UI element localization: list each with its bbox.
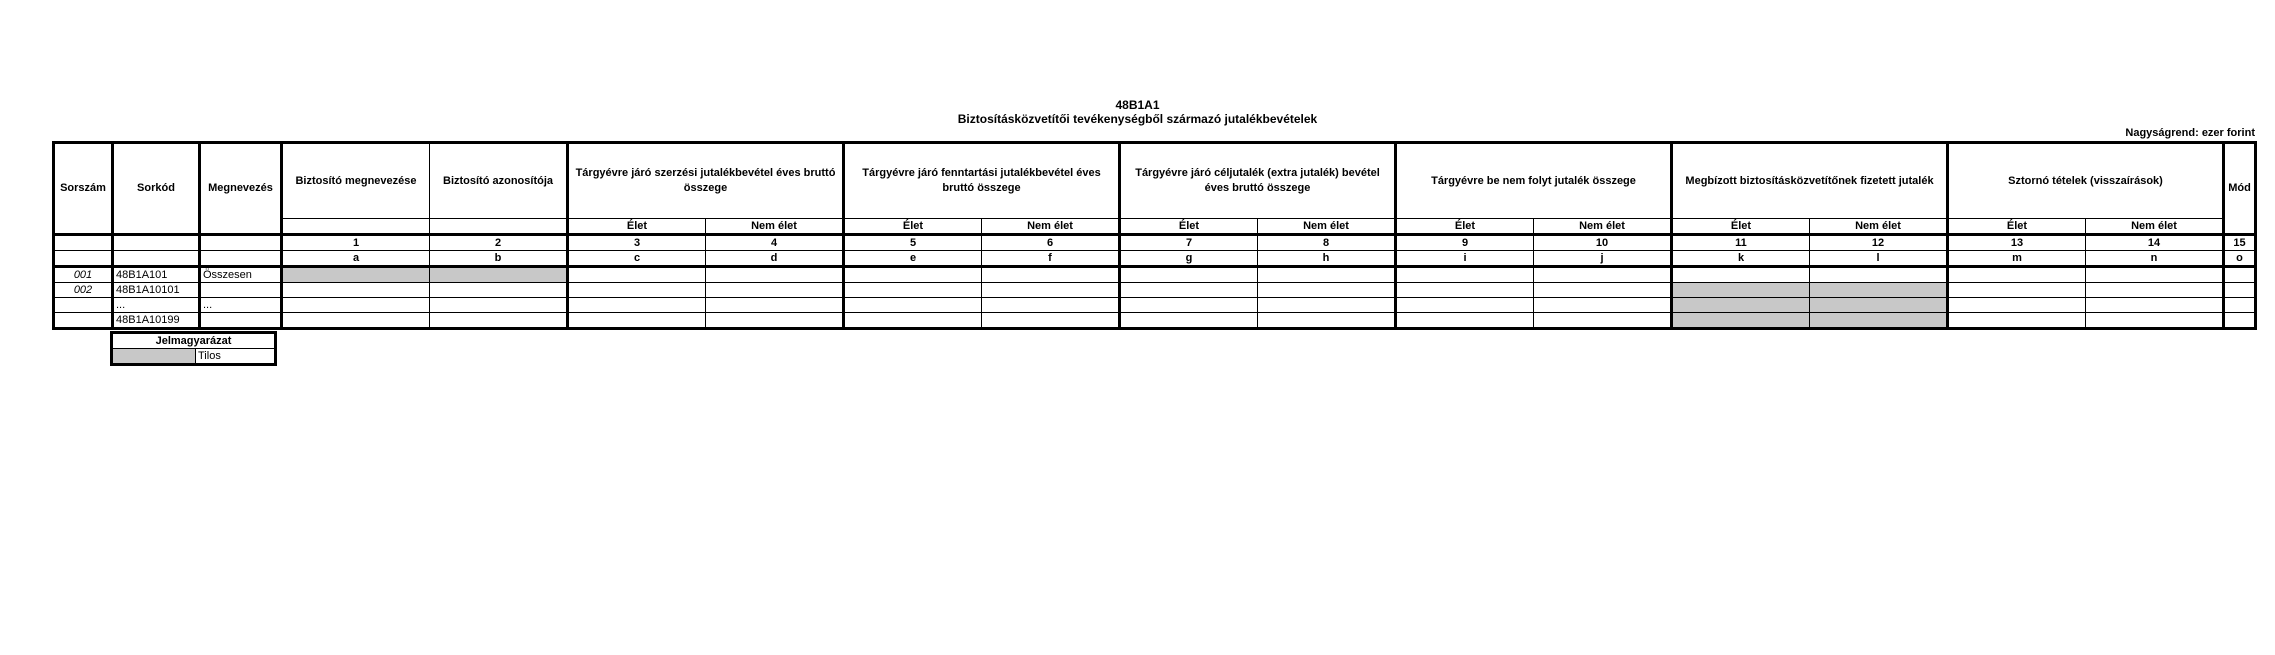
form-code: 48B1A1 <box>1115 98 1160 112</box>
sub-elet: Élet <box>1120 219 1258 235</box>
col-group-fenntartasi: Tárgyévre járó fenntartási jutalékbevétel éves bruttó összege <box>844 143 1120 219</box>
table-row <box>54 298 2256 313</box>
data-cell[interactable] <box>430 313 568 329</box>
col-letter: n <box>2086 251 2224 267</box>
data-cell[interactable] <box>706 267 844 283</box>
data-cell[interactable] <box>282 298 430 313</box>
data-cell[interactable] <box>982 267 1120 283</box>
row-sorszam <box>54 298 113 313</box>
col-number: 13 <box>1948 235 2086 251</box>
legend-swatch <box>112 349 196 365</box>
col-group-sztorno: Sztornó tételek (visszaírások) <box>1948 143 2224 219</box>
sub-elet: Élet <box>844 219 982 235</box>
col-letter: f <box>982 251 1120 267</box>
data-cell[interactable] <box>982 313 1120 329</box>
col-letter: g <box>1120 251 1258 267</box>
data-cell[interactable] <box>844 267 982 283</box>
col-number: 12 <box>1810 235 1948 251</box>
col-letter: a <box>282 251 430 267</box>
col-letter: h <box>1258 251 1396 267</box>
cell-disabled <box>1672 313 1810 329</box>
row-sorszam: 001 <box>54 267 113 283</box>
data-cell[interactable] <box>2224 298 2256 313</box>
col-mod: Mód <box>2224 143 2256 235</box>
data-cell[interactable] <box>1258 298 1396 313</box>
data-cell[interactable] <box>1672 267 1810 283</box>
col-group-be-nem-folyt: Tárgyévre be nem folyt jutalék összege <box>1396 143 1672 219</box>
data-cell[interactable] <box>1534 298 1672 313</box>
col-number: 6 <box>982 235 1120 251</box>
data-cell[interactable] <box>430 283 568 298</box>
col-letter: k <box>1672 251 1810 267</box>
data-cell[interactable] <box>1258 313 1396 329</box>
col-biztosito-megnevezese: Biztosító megnevezése <box>282 143 430 219</box>
col-sorkod: Sorkód <box>113 143 200 235</box>
data-cell[interactable] <box>982 298 1120 313</box>
data-cell[interactable] <box>430 298 568 313</box>
col-number: 4 <box>706 235 844 251</box>
col-number: 7 <box>1120 235 1258 251</box>
col-biztosito-azonositoja: Biztosító azonosítója <box>430 143 568 219</box>
legend-label: Tilos <box>196 349 276 365</box>
table-row <box>54 283 2256 298</box>
data-cell[interactable] <box>2086 313 2224 329</box>
row-megnevezes[interactable] <box>200 313 282 329</box>
col-group-celjutalek: Tárgyévre járó céljutalék (extra jutalék) bevétel éves bruttó összege <box>1120 143 1396 219</box>
data-cell[interactable] <box>1396 283 1534 298</box>
data-cell[interactable] <box>1396 313 1534 329</box>
data-cell[interactable] <box>1258 283 1396 298</box>
col-letter: b <box>430 251 568 267</box>
num-empty <box>113 235 200 251</box>
data-cell[interactable] <box>1258 267 1396 283</box>
data-cell[interactable] <box>1120 313 1258 329</box>
data-cell[interactable] <box>706 313 844 329</box>
row-megnevezes: ... <box>200 298 282 313</box>
row-megnevezes: Összesen <box>200 267 282 283</box>
legend-table <box>110 331 277 366</box>
col-letter: i <box>1396 251 1534 267</box>
row-sorkod: 48B1A10199 <box>113 313 200 329</box>
sub-elet: Élet <box>1672 219 1810 235</box>
data-cell[interactable] <box>1120 298 1258 313</box>
col-number: 10 <box>1534 235 1672 251</box>
data-cell[interactable] <box>2086 298 2224 313</box>
data-cell[interactable] <box>1534 267 1672 283</box>
unit-label: Nagyságrend: ezer forint <box>2125 127 2255 139</box>
data-cell[interactable] <box>1810 267 1948 283</box>
data-cell[interactable] <box>844 298 982 313</box>
letter-empty <box>113 251 200 267</box>
data-cell[interactable] <box>706 283 844 298</box>
letter-empty <box>54 251 113 267</box>
data-cell[interactable] <box>2086 267 2224 283</box>
sub-empty <box>430 219 568 235</box>
main-table <box>52 141 2257 330</box>
data-cell[interactable] <box>706 298 844 313</box>
col-group-megbizott: Megbízott biztosításközvetítőnek fizetett jutalék <box>1672 143 1948 219</box>
col-number: 1 <box>282 235 430 251</box>
legend-title: Jelmagyarázat <box>112 333 276 349</box>
num-empty <box>54 235 113 251</box>
data-cell[interactable] <box>844 283 982 298</box>
sub-empty <box>282 219 430 235</box>
data-cell[interactable] <box>1120 283 1258 298</box>
sub-elet: Élet <box>568 219 706 235</box>
data-cell[interactable] <box>1534 283 1672 298</box>
data-cell[interactable] <box>282 283 430 298</box>
row-sorkod: ... <box>113 298 200 313</box>
data-cell[interactable] <box>568 313 706 329</box>
data-cell[interactable] <box>1120 267 1258 283</box>
cell-disabled <box>430 267 568 283</box>
cell-disabled <box>1810 283 1948 298</box>
sub-elet: Élet <box>1396 219 1534 235</box>
col-number: 8 <box>1258 235 1396 251</box>
sub-nem-elet: Nem élet <box>1810 219 1948 235</box>
col-letter: d <box>706 251 844 267</box>
data-cell[interactable] <box>1948 267 2086 283</box>
letter-empty <box>200 251 282 267</box>
row-sorkod: 48B1A101 <box>113 267 200 283</box>
row-sorszam: 002 <box>54 283 113 298</box>
cell-disabled <box>1810 298 1948 313</box>
col-letter: o <box>2224 251 2256 267</box>
sub-nem-elet: Nem élet <box>2086 219 2224 235</box>
cell-disabled <box>1672 283 1810 298</box>
data-cell[interactable] <box>1948 298 2086 313</box>
data-cell[interactable] <box>282 313 430 329</box>
col-letter: e <box>844 251 982 267</box>
data-cell[interactable] <box>2086 283 2224 298</box>
data-cell[interactable] <box>2224 267 2256 283</box>
col-group-szerzesi: Tárgyévre járó szerzési jutalékbevétel éves bruttó összege <box>568 143 844 219</box>
data-cell[interactable] <box>1396 267 1534 283</box>
col-megnevezes: Megnevezés <box>200 143 282 235</box>
sub-nem-elet: Nem élet <box>1534 219 1672 235</box>
col-number: 9 <box>1396 235 1534 251</box>
table-row <box>54 267 2256 283</box>
data-cell[interactable] <box>1948 313 2086 329</box>
col-number: 15 <box>2224 235 2256 251</box>
data-cell[interactable] <box>1948 283 2086 298</box>
data-cell[interactable] <box>568 283 706 298</box>
row-sorkod: 48B1A10101 <box>113 283 200 298</box>
sub-nem-elet: Nem élet <box>1258 219 1396 235</box>
col-letter: l <box>1810 251 1948 267</box>
col-number: 11 <box>1672 235 1810 251</box>
data-cell[interactable] <box>2224 283 2256 298</box>
col-number: 14 <box>2086 235 2224 251</box>
cell-disabled <box>1672 298 1810 313</box>
form-title: Biztosításközvetítői tevékenységből származó jutalékbevételek <box>957 112 1318 126</box>
table-row <box>54 313 2256 329</box>
sub-nem-elet: Nem élet <box>706 219 844 235</box>
num-empty <box>200 235 282 251</box>
row-sorszam <box>54 313 113 329</box>
data-cell[interactable] <box>982 283 1120 298</box>
sub-nem-elet: Nem élet <box>982 219 1120 235</box>
cell-disabled <box>1810 313 1948 329</box>
data-cell[interactable] <box>1396 298 1534 313</box>
col-number: 5 <box>844 235 982 251</box>
col-number: 3 <box>568 235 706 251</box>
sub-elet: Élet <box>1948 219 2086 235</box>
data-cell[interactable] <box>568 267 706 283</box>
col-letter: c <box>568 251 706 267</box>
col-letter: j <box>1534 251 1672 267</box>
col-number: 2 <box>430 235 568 251</box>
data-cell[interactable] <box>2224 313 2256 329</box>
data-cell[interactable] <box>844 313 982 329</box>
data-cell[interactable] <box>1534 313 1672 329</box>
row-megnevezes[interactable] <box>200 283 282 298</box>
col-letter: m <box>1948 251 2086 267</box>
col-sorszam: Sorszám <box>54 143 113 235</box>
data-cell[interactable] <box>568 298 706 313</box>
cell-disabled <box>282 267 430 283</box>
